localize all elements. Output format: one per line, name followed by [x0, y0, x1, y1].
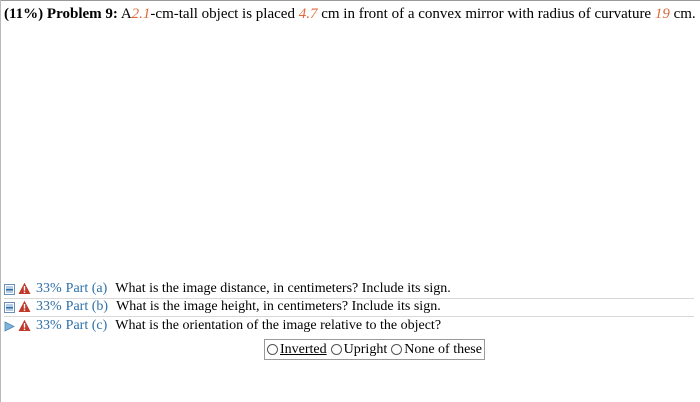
- part-c-question: What is the orientation of the image relative to the object?: [115, 318, 442, 333]
- object-distance-value: 4.7: [298, 6, 318, 22]
- part-a-percent: 33%: [36, 281, 62, 296]
- problem-text-b: -cm-tall object is placed: [150, 6, 295, 22]
- radio-option-none-of-these[interactable]: [391, 342, 482, 358]
- part-b-percent: 33%: [36, 299, 62, 314]
- radio-label-upright[interactable]: Upright: [343, 341, 388, 357]
- radius-value: 19: [654, 6, 670, 22]
- problem-statement: [4, 4, 696, 24]
- part-b-question: What is the image height, in centimeters? Include its sign.: [116, 299, 441, 314]
- frame-top-border: [0, 0, 700, 1]
- radio-button[interactable]: [267, 344, 278, 355]
- radio-option-inverted[interactable]: [267, 342, 327, 358]
- part-a-label[interactable]: Part (a): [65, 281, 108, 296]
- radio-button[interactable]: [391, 344, 402, 355]
- radio-label-none-of-these[interactable]: None of these: [404, 341, 482, 357]
- part-c-row[interactable]: [4, 317, 441, 335]
- collapsed-icon[interactable]: [4, 280, 18, 298]
- collapsed-icon[interactable]: [4, 298, 18, 316]
- play-arrow-icon[interactable]: [4, 317, 18, 335]
- problem-text-d: cm.: [673, 6, 696, 22]
- problem-text-c: cm in front of a convex mirror with radius of curvature: [321, 6, 652, 22]
- part-b-label[interactable]: Part (b): [65, 299, 109, 314]
- part-a-question: What is the image distance, in centimeters? Include its sign.: [115, 281, 451, 296]
- warning-icon: [18, 298, 32, 316]
- radio-option-upright[interactable]: [331, 342, 388, 358]
- object-height-value: 2.1: [131, 6, 151, 22]
- radio-label-inverted[interactable]: Inverted: [280, 341, 327, 357]
- warning-icon: [18, 280, 32, 298]
- frame-left-border: [0, 0, 1, 402]
- part-c-label[interactable]: Part (c): [65, 318, 108, 333]
- part-c-percent: 33%: [36, 318, 62, 333]
- part-a-row[interactable]: [4, 280, 451, 298]
- radio-button[interactable]: [331, 344, 342, 355]
- part-b-row[interactable]: [4, 298, 441, 316]
- orientation-radio-group: [264, 339, 485, 360]
- warning-icon: [18, 317, 32, 335]
- problem-label: Problem 9:: [46, 6, 118, 22]
- problem-text-a: A: [120, 6, 132, 22]
- problem-weight: (11%): [4, 6, 44, 22]
